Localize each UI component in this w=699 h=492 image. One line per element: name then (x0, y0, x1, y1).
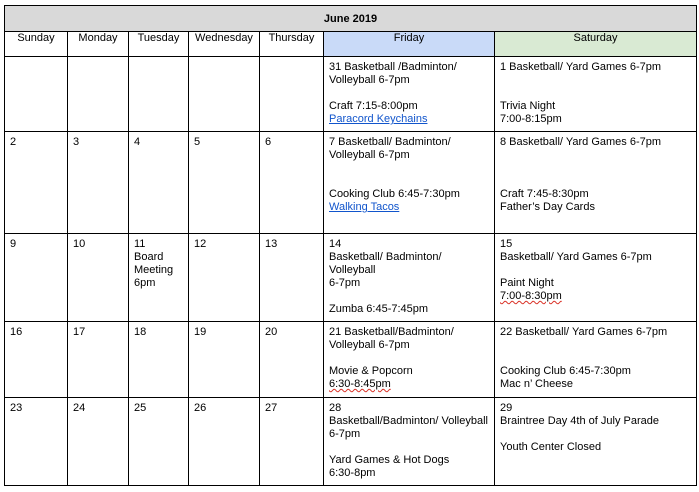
event-line: Yard Games & Hot Dogs (329, 454, 450, 466)
event-line: Paint Night (500, 277, 554, 289)
date-number: 11 (134, 238, 146, 250)
date-number: 18 (129, 322, 189, 398)
event-line: 14 (329, 238, 342, 250)
event-line: 6:30-8pm (329, 467, 376, 479)
event-line: 7 Basketball/ Badminton/ (329, 136, 451, 148)
week-row-1 (5, 57, 697, 132)
date-number: 25 (129, 398, 189, 486)
day-cell (260, 57, 324, 132)
event-line: Cooking Club 6:45-7:30pm (329, 188, 460, 200)
event-line: Youth Center Closed (500, 441, 602, 453)
event-line: 6-7pm (329, 428, 361, 440)
day-cell (129, 57, 189, 132)
day-header-sunday: Sunday (5, 32, 68, 57)
date-number: 24 (68, 398, 129, 486)
event-line: Craft 7:45-8:30pm (500, 188, 589, 200)
event-link[interactable]: Walking Tacos (329, 201, 400, 213)
week-row-3 (5, 234, 697, 322)
date-number: 23 (5, 398, 68, 486)
date-number: 20 (260, 322, 324, 398)
day-header-saturday: Saturday (495, 32, 697, 57)
date-number: 17 (68, 322, 129, 398)
day-header-wednesday: Wednesday (189, 32, 260, 57)
event-line: 22 Basketball/ Yard Games 6-7pm (500, 326, 668, 338)
event-line: Volleyball 6-7pm (329, 74, 410, 86)
event-line: Basketball/ Yard Games 6-7pm (500, 251, 652, 263)
date-number: 4 (129, 132, 189, 234)
calendar-title: June 2019 (5, 6, 697, 32)
week-row-5 (5, 398, 697, 486)
date-number: 6 (260, 132, 324, 234)
event-line: Movie & Popcorn (329, 365, 413, 377)
event-line: 7:00-8:15pm (500, 113, 562, 125)
date-number: 10 (68, 234, 129, 322)
tuesday-cell (129, 234, 189, 322)
event-line: Braintree Day 4th of July Parade (500, 415, 659, 427)
saturday-cell (495, 234, 697, 322)
event-line: Volleyball 6-7pm (329, 149, 410, 161)
saturday-cell (495, 398, 697, 486)
event-line: 28 (329, 402, 342, 414)
day-header-monday: Monday (68, 32, 129, 57)
date-number: 3 (68, 132, 129, 234)
date-number: 2 (5, 132, 68, 234)
event-line: 31 Basketball /Badminton/ (329, 61, 457, 73)
friday-cell (324, 132, 495, 234)
event-line: 6pm (134, 277, 156, 289)
week-row-4 (5, 322, 697, 398)
event-line: 21 Basketball/Badminton/ (329, 326, 454, 338)
event-line: Father’s Day Cards (500, 201, 595, 213)
event-line: 1 Basketball/ Yard Games 6-7pm (500, 61, 662, 73)
event-line: Zumba 6:45-7:45pm (329, 303, 429, 315)
event-line: Board (134, 251, 164, 263)
event-line: 6:30-8:45pm (329, 378, 391, 390)
event-link[interactable]: Paracord Keychains (329, 113, 428, 125)
event-line: Volleyball 6-7pm (329, 339, 410, 351)
day-header-tuesday: Tuesday (129, 32, 189, 57)
event-line: Craft 7:15-8:00pm (329, 100, 418, 112)
event-line: 7:00-8:30pm (500, 290, 562, 302)
saturday-cell (495, 132, 697, 234)
event-line: 8 Basketball/ Yard Games 6-7pm (500, 136, 662, 148)
event-line: 6-7pm (329, 277, 361, 289)
date-number: 27 (260, 398, 324, 486)
event-line: Trivia Night (500, 100, 556, 112)
event-line: 15 (500, 238, 513, 250)
date-number: 12 (189, 234, 260, 322)
friday-cell (324, 322, 495, 398)
day-cell (68, 57, 129, 132)
calendar-table (4, 5, 697, 486)
event-line: Basketball/Badminton/ Volleyball (329, 415, 488, 427)
date-number: 19 (189, 322, 260, 398)
date-number: 9 (5, 234, 68, 322)
date-number: 26 (189, 398, 260, 486)
saturday-cell (495, 322, 697, 398)
date-number: 5 (189, 132, 260, 234)
event-line: Meeting (134, 264, 174, 276)
week-row-2 (5, 132, 697, 234)
event-line: Basketball/ Badminton/ Volleyball (329, 251, 442, 276)
day-cell (5, 57, 68, 132)
event-line: 29 (500, 402, 513, 414)
friday-cell (324, 398, 495, 486)
saturday-cell (495, 57, 697, 132)
date-number: 16 (5, 322, 68, 398)
friday-cell (324, 234, 495, 322)
day-header-thursday: Thursday (260, 32, 324, 57)
day-header-friday: Friday (324, 32, 495, 57)
date-number: 13 (260, 234, 324, 322)
event-line: Mac n’ Cheese (500, 378, 573, 390)
event-line: Cooking Club 6:45-7:30pm (500, 365, 631, 377)
day-cell (189, 57, 260, 132)
friday-cell (324, 57, 495, 132)
